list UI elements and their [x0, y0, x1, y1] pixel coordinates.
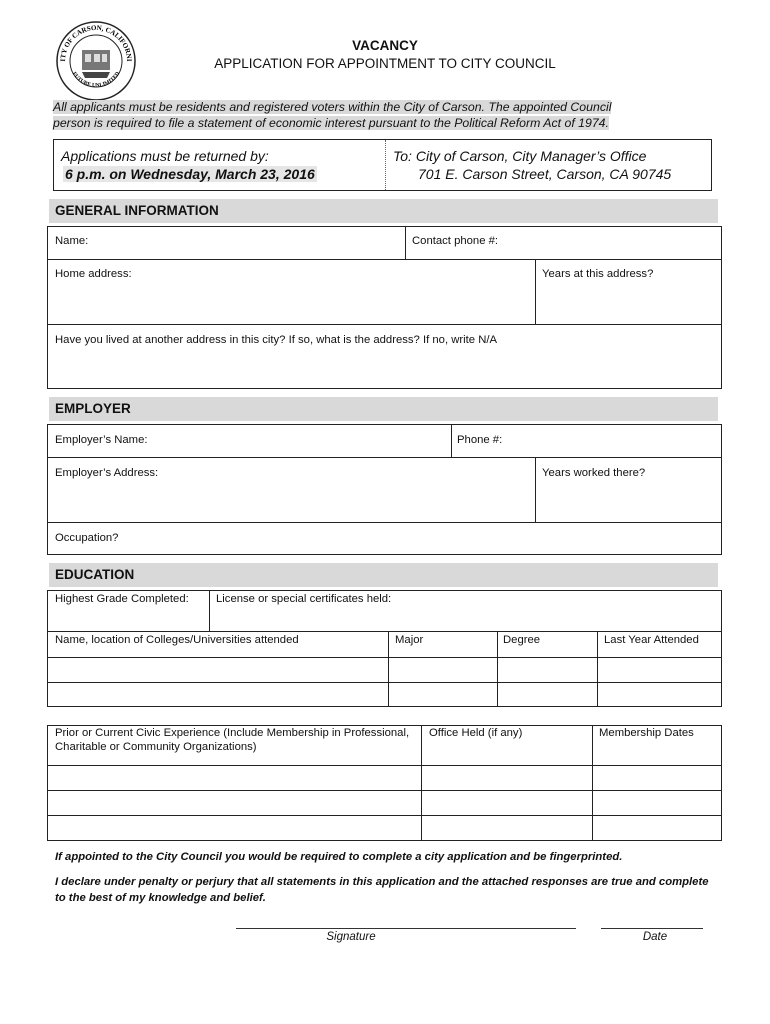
- license-field[interactable]: License or special certificates held:: [216, 593, 392, 605]
- page-subtitle: APPLICATION FOR APPOINTMENT TO CITY COUNCIL: [214, 56, 556, 71]
- return-deadline: 6 p.m. on Wednesday, March 23, 2016: [65, 166, 315, 182]
- major-column-header: Major: [395, 634, 424, 646]
- divider: [597, 631, 598, 707]
- date-line[interactable]: [601, 928, 703, 929]
- return-to-label: To: City of Carson, City Manager’s Office: [393, 148, 647, 164]
- general-info-heading: GENERAL INFORMATION: [49, 199, 718, 223]
- intro-line-1: All applicants must be residents and registered voters within the City of Carson. The appointed Council: [53, 100, 612, 114]
- employer-phone-field[interactable]: Phone #:: [457, 434, 503, 446]
- fingerprint-notice: If appointed to the City Council you would be required to complete a city application and be fingerprinted.: [55, 851, 623, 863]
- signature-line[interactable]: [236, 928, 576, 929]
- date-label: Date: [642, 931, 668, 943]
- intro-paragraph: [53, 99, 718, 131]
- civic-experience-header: [55, 727, 409, 753]
- declaration-line-1: I declare under penalty or perjury that all statements in this application and the attached responses are true and complete: [55, 876, 709, 888]
- divider: [451, 424, 452, 457]
- education-heading: EDUCATION: [49, 563, 718, 587]
- college-name-input[interactable]: [48, 658, 387, 681]
- contact-phone-field[interactable]: Contact phone #:: [412, 235, 499, 247]
- college-column-header: Name, location of Colleges/Universities attended: [55, 634, 299, 646]
- office-held-header: Office Held (if any): [429, 727, 523, 739]
- city-seal-icon: [55, 20, 137, 102]
- divider: [209, 590, 210, 631]
- civic-header-line-1: Prior or Current Civic Experience (Include Membership in Professional,: [55, 727, 410, 739]
- divider: [47, 765, 722, 766]
- divider: [47, 457, 722, 458]
- employer-address-field[interactable]: Employer’s Address:: [55, 467, 159, 479]
- city-seal: [55, 20, 137, 102]
- signature-label: Signature: [326, 931, 376, 943]
- other-address-field[interactable]: Have you lived at another address in this city? If so, what is the address? If no, write N/A: [55, 334, 498, 346]
- divider: [47, 259, 722, 260]
- intro-line-2: person is required to file a statement of economic interest pursuant to the Political Reform Act of 1974.: [53, 116, 609, 130]
- last-year-column-header: Last Year Attended: [604, 634, 699, 646]
- home-address-field[interactable]: Home address:: [55, 268, 132, 280]
- return-by-label: Applications must be returned by:: [61, 148, 269, 164]
- general-info-grid: [47, 226, 722, 389]
- occupation-field[interactable]: Occupation?: [55, 532, 119, 544]
- civic-header-line-2: Charitable or Community Organizations): [55, 741, 257, 753]
- divider: [497, 631, 498, 707]
- divider: [47, 815, 722, 816]
- highest-grade-field[interactable]: Highest Grade Completed:: [55, 593, 189, 605]
- return-info-box: [53, 139, 712, 191]
- seal-top-text: ITY OF CARSON, CALIFORNI: [58, 23, 134, 62]
- declaration-statement: [55, 874, 735, 906]
- years-worked-field[interactable]: Years worked there?: [542, 467, 646, 479]
- name-field[interactable]: Name:: [55, 235, 89, 247]
- divider: [535, 259, 536, 324]
- page-title: VACANCY: [352, 38, 418, 53]
- divider: [421, 725, 422, 841]
- seal-bottom-text: FUTURE UNLIMITED: [70, 71, 122, 89]
- divider: [47, 324, 722, 325]
- divider: [592, 725, 593, 841]
- divider: [47, 790, 722, 791]
- college-name-input[interactable]: [48, 683, 387, 706]
- return-address: 701 E. Carson Street, Carson, CA 90745: [418, 166, 672, 182]
- employer-grid: [47, 424, 722, 555]
- divider: [47, 522, 722, 523]
- return-box-divider: [385, 140, 386, 190]
- divider: [535, 457, 536, 522]
- declaration-line-2: to the best of my knowledge and belief.: [55, 892, 266, 904]
- employer-heading: EMPLOYER: [49, 397, 718, 421]
- divider: [47, 631, 722, 632]
- years-at-address-field[interactable]: Years at this address?: [542, 268, 654, 280]
- degree-column-header: Degree: [503, 634, 541, 646]
- divider: [388, 631, 389, 707]
- divider: [405, 226, 406, 259]
- membership-dates-header: Membership Dates: [599, 727, 694, 739]
- employer-name-field[interactable]: Employer’s Name:: [55, 434, 148, 446]
